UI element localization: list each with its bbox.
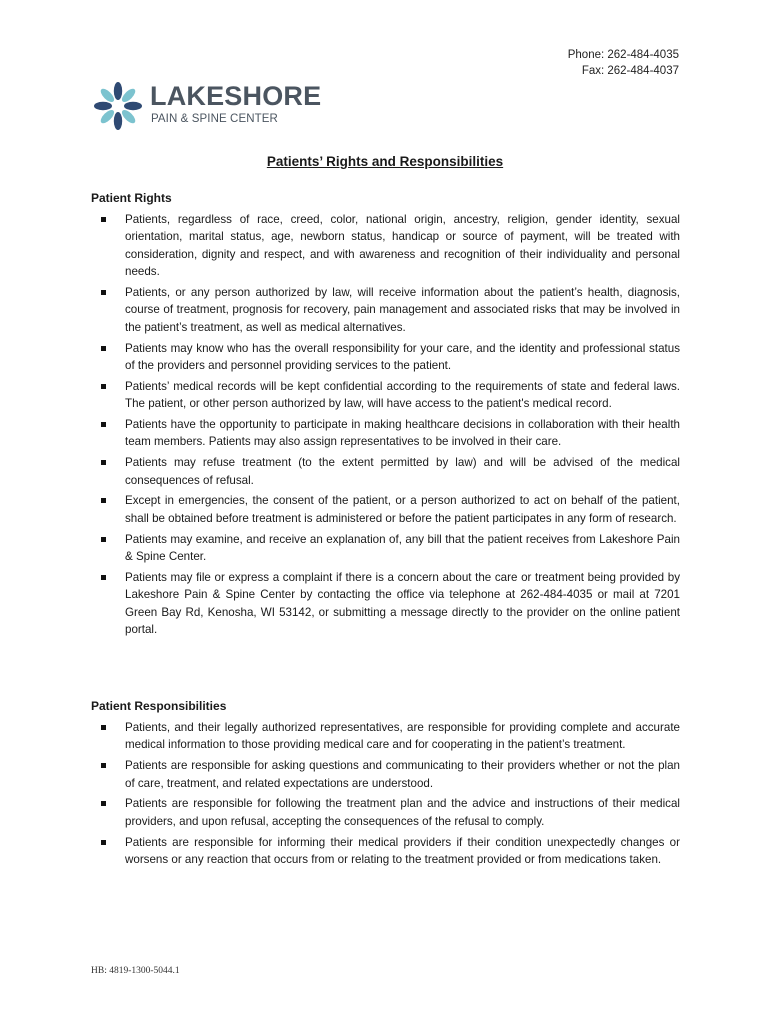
bullet-icon	[101, 575, 106, 580]
bullet-icon	[101, 290, 106, 295]
logo-subtitle: PAIN & SPINE CENTER	[151, 113, 278, 125]
list-item: Patients may file or express a complaint if there is a concern about the care or treatment being provided by Lakeshore Pain & Spine Center by contacting the office via telephone at 262-484-4035 or mail at 7201 Green Bay Rd, Kenosha, WI 53142, or submitting a message directly to the provider on the online patient portal.	[91, 569, 680, 639]
responsibilities-list	[91, 719, 680, 872]
contact-info	[568, 47, 679, 79]
bullet-icon	[101, 422, 106, 427]
list-item: Patients are responsible for informing their medical providers if their condition unexpectedly changes or worsens or any reaction that occurs from or relating to the treatment provided or from medications taken.	[91, 834, 680, 869]
list-item: Patients are responsible for asking questions and communicating to their providers whether or not the plan of care, treatment, and related expectations are understood.	[91, 757, 680, 792]
logo-mark-icon	[92, 80, 144, 132]
list-item: Patients may refuse treatment (to the extent permitted by law) and will be advised of the medical consequences of refusal.	[91, 454, 680, 489]
list-item: Patients, and their legally authorized representatives, are responsible for providing complete and accurate medical information to those providing medical care and for cooperating in the patient’s treatment.	[91, 719, 680, 754]
bullet-icon	[101, 801, 106, 806]
phone-number: Phone: 262-484-4035	[567, 49, 679, 61]
bullet-icon	[101, 840, 106, 845]
rights-list	[91, 211, 680, 642]
bullet-icon	[101, 346, 106, 351]
document-code: HB: 4819-1300-5044.1	[91, 966, 180, 976]
logo-name: LAKESHORE	[150, 81, 322, 111]
bullet-icon	[101, 763, 106, 768]
fax-number: Fax: 262-484-4037	[581, 65, 679, 77]
list-item: Patients may know who has the overall responsibility for your care, and the identity and professional status of the providers and personnel providing services to the patient.	[91, 340, 680, 375]
list-item: Patients, or any person authorized by law, will receive information about the patient’s health, diagnosis, course of treatment, prognosis for recovery, pain management and associated risks that may be involved in the patient’s treatment, as well as medical alternatives.	[91, 284, 680, 336]
list-item: Patients have the opportunity to participate in making healthcare decisions in collaboration with their health team members. Patients may also assign representatives to be involved in their care.	[91, 416, 680, 451]
list-item: Patients may examine, and receive an explanation of, any bill that the patient receives from Lakeshore Pain & Spine Center.	[91, 531, 680, 566]
responsibilities-heading: Patient Responsibilities	[91, 699, 227, 713]
document-title: Patients’ Rights and Responsibilities	[266, 154, 504, 169]
bullet-icon	[101, 384, 106, 389]
rights-heading: Patient Rights	[91, 191, 172, 205]
bullet-icon	[101, 217, 106, 222]
bullet-icon	[101, 498, 106, 503]
bullet-icon	[101, 460, 106, 465]
list-item: Patients’ medical records will be kept confidential according to the requirements of state and federal laws. The patient, or other person authorized by law, will have access to the patient's medical record.	[91, 378, 680, 413]
list-item: Patients are responsible for following the treatment plan and the advice and instructions of their medical providers, and upon refusal, accepting the consequences of the refusal to comply.	[91, 795, 680, 830]
list-item: Patients, regardless of race, creed, color, national origin, ancestry, religion, gender identity, sexual orientation, marital status, age, newborn status, handicap or source of payment, will be treated with consideration, dignity and respect, and with awareness and recognition of their individuality and personal needs.	[91, 211, 680, 281]
list-item: Except in emergencies, the consent of the patient, or a person authorized to act on behalf of the patient, shall be obtained before treatment is administered or before the patient participates in any form of research.	[91, 492, 680, 527]
bullet-icon	[101, 537, 106, 542]
clinic-logo	[92, 78, 322, 134]
bullet-icon	[101, 725, 106, 730]
